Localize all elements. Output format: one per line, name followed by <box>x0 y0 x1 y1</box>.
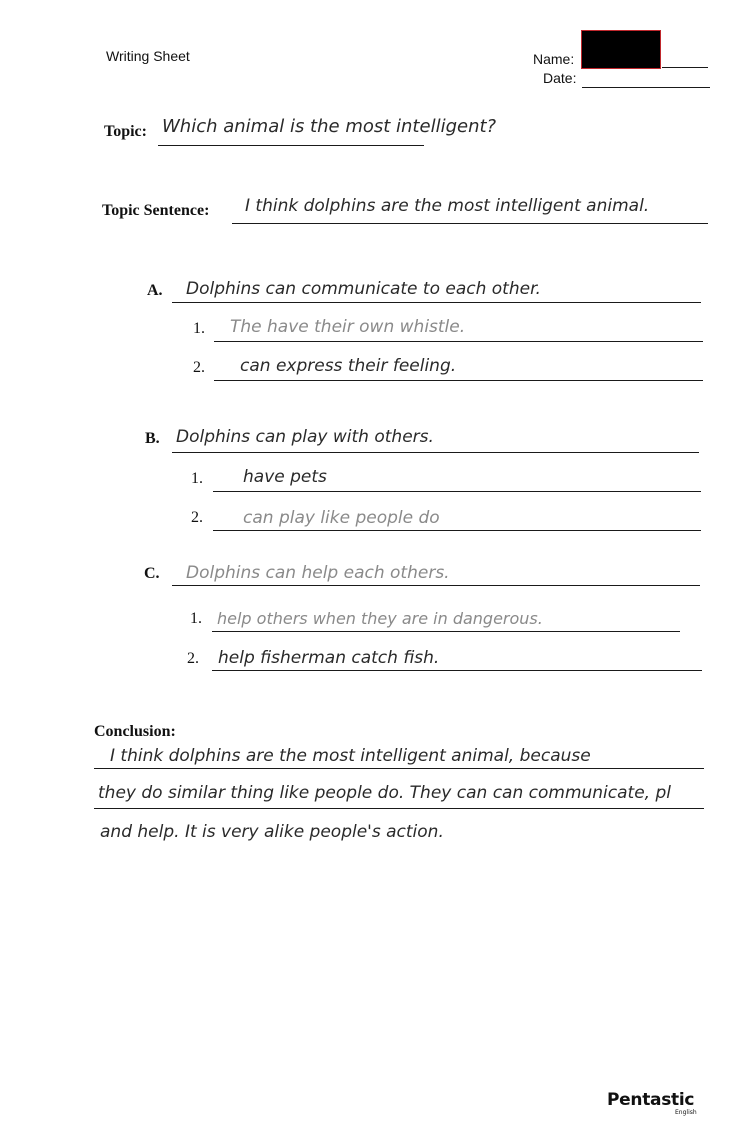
topic-sentence-line <box>232 223 708 224</box>
section-a-main: Dolphins can communicate to each other. <box>186 279 541 299</box>
section-c-main: Dolphins can help each others. <box>186 563 450 583</box>
section-c-letter: C. <box>144 565 160 582</box>
topic-sentence-answer: I think dolphins are the most intelligent animal. <box>245 196 650 216</box>
section-c-detail-1-num: 1. <box>190 610 202 627</box>
section-b-detail-1-text: have pets <box>243 467 327 487</box>
topic-label: Topic: <box>104 123 147 140</box>
conclusion-line-1 <box>94 768 704 769</box>
conclusion-label: Conclusion: <box>94 723 176 740</box>
section-a-detail-1-line <box>214 341 703 342</box>
topic-line <box>158 145 424 146</box>
section-b-letter: B. <box>145 430 160 447</box>
name-redaction <box>581 30 661 69</box>
section-a-detail-1-num: 1. <box>193 320 205 337</box>
conclusion-line-3-text: and help. It is very alike people's action. <box>100 822 444 842</box>
section-b-detail-1-line <box>213 491 701 492</box>
conclusion-line-1-text: I think dolphins are the most intelligent animal, because <box>110 746 591 766</box>
section-b-main: Dolphins can play with others. <box>176 427 434 447</box>
section-b-detail-2-text: can play like people do <box>243 508 440 528</box>
section-c-line <box>172 585 700 586</box>
name-label: Name: <box>533 51 575 67</box>
section-c-detail-2-line <box>212 670 702 671</box>
section-a-line <box>172 302 701 303</box>
section-a-detail-1-text: The have their own whistle. <box>230 317 466 337</box>
section-a-detail-2-line <box>214 380 703 381</box>
section-b-line <box>172 452 699 453</box>
pentastic-logo <box>607 1090 707 1120</box>
section-b-detail-1-num: 1. <box>191 470 203 487</box>
logo-sub: English <box>675 1109 697 1116</box>
section-b-detail-2-num: 2. <box>191 509 203 526</box>
logo-brand: Pentastic <box>607 1090 695 1110</box>
topic-answer: Which animal is the most intelligent? <box>162 116 497 137</box>
section-c-detail-2-num: 2. <box>187 650 199 667</box>
name-line <box>662 67 708 68</box>
section-b-detail-2-line <box>213 530 701 531</box>
date-line <box>582 87 710 88</box>
conclusion-line-2 <box>94 808 704 809</box>
section-c-detail-1-line <box>212 631 680 632</box>
section-c-detail-2-text: help fisherman catch fish. <box>218 648 440 668</box>
date-label: Date: <box>543 70 577 86</box>
section-a-letter: A. <box>147 282 163 299</box>
topic-sentence-label: Topic Sentence: <box>102 202 210 219</box>
section-a-detail-2-text: can express their feeling. <box>240 356 457 376</box>
sheet-title: Writing Sheet <box>106 48 190 64</box>
conclusion-line-2-text: they do similar thing like people do. They can can communicate, pl <box>98 783 671 803</box>
section-c-detail-1-text: help others when they are in dangerous. <box>217 609 543 628</box>
section-a-detail-2-num: 2. <box>193 359 205 376</box>
